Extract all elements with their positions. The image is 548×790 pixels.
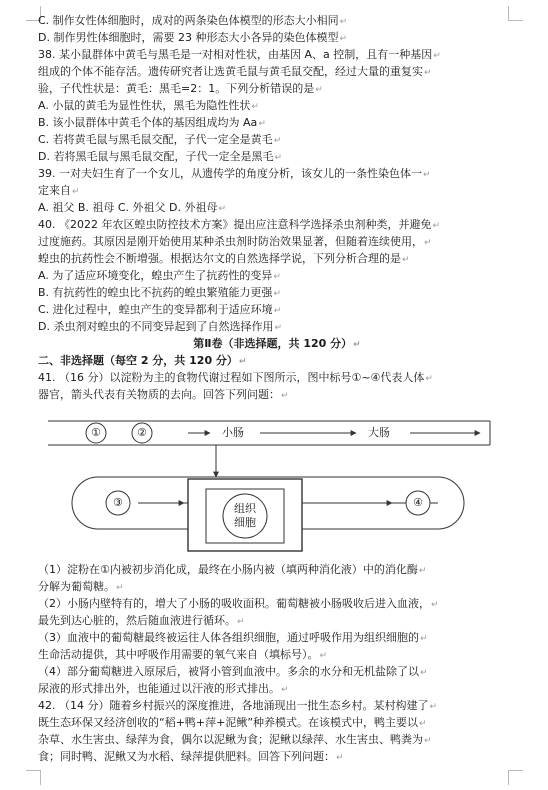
crop-mark-bottom-left	[26, 770, 41, 785]
q42-stem-text: 42. （14 分）随着乡村振兴的深度推进，各地涌现出一批生态乡村。某村构建了	[38, 699, 429, 712]
paragraph-mark: ↵	[281, 391, 289, 401]
q42-stem-line	[38, 748, 516, 765]
paragraph-mark: ↵	[273, 136, 282, 146]
q41-sub-line	[38, 578, 516, 595]
question-line	[38, 267, 516, 284]
paragraph-mark: ↵	[425, 374, 433, 384]
paragraph-mark: ↵	[420, 668, 428, 678]
question-text: 定来自	[38, 184, 71, 197]
label-circle-1: ①	[91, 426, 101, 439]
paragraph-mark: ↵	[258, 119, 266, 129]
q41-sub-text: 分解为葡萄糖。	[38, 580, 115, 593]
questions-37-40	[38, 12, 516, 335]
q41-sub-line	[38, 595, 516, 612]
paragraph-mark: ↵	[281, 685, 289, 695]
q41-stem-line	[38, 386, 516, 403]
paragraph-mark: ↵	[218, 204, 227, 214]
question-text: 蝗虫的抗药性会不断增强。根据达尔文的自然选择学说，下列分析合理的是	[38, 252, 401, 265]
question-line	[38, 318, 516, 335]
paragraph-mark: ↵	[432, 221, 441, 231]
paragraph-mark: ↵	[315, 85, 323, 95]
question-text: C. 进化过程中，蝗虫产生的变异都利于适应环境	[38, 303, 273, 316]
question-41-stem	[38, 369, 516, 403]
paragraph-mark: ↵	[420, 634, 428, 644]
q42-stem-text: 杂草、水生害虫、绿萍为食，偶尔以泥鳅为食；泥鳅以绿萍、水生害虫、鸭粪为	[38, 733, 423, 746]
section-heading: 二、非选择题（每空 2 分，共 120 分）↵	[38, 354, 247, 367]
label-circle-4: ④	[413, 496, 423, 509]
paragraph-mark: ↵	[339, 34, 347, 44]
q41-sub-line	[38, 561, 516, 578]
q41-sub-line	[38, 646, 516, 663]
q41-sub-text: （1）淀粉在①内被初步消化成，最终在小肠内被（填两种消化液）中的消化酶	[38, 563, 418, 576]
paragraph-mark: ↵	[319, 651, 328, 661]
question-line	[38, 46, 516, 63]
paragraph-mark: ↵	[273, 306, 282, 316]
question-line	[38, 284, 516, 301]
paragraph-mark: ↵	[274, 153, 283, 163]
question-text: 验，子代性状是：黄毛：黑毛=2：1。下列分析错误的是	[38, 82, 315, 95]
q41-sub-text: 生命活动提供，其中呼吸作用需要的氧气来自（填标号）。	[38, 648, 319, 661]
question-line	[38, 12, 516, 29]
question-text: A. 祖父 B. 祖母 C. 外祖父 D. 外祖母	[38, 201, 218, 214]
q41-sub-line	[38, 612, 516, 629]
paragraph-mark: ↵	[419, 719, 427, 729]
paragraph-mark: ↵	[418, 566, 427, 576]
loop-right-cap	[438, 477, 464, 529]
label-small-intestine: 小肠	[222, 426, 244, 439]
digestion-diagram-svg	[38, 407, 516, 557]
question-line	[38, 131, 516, 148]
question-text: D. 若将黑毛鼠与黑毛鼠交配，子代一定全是黑毛	[38, 150, 274, 163]
paragraph-mark: ↵	[402, 255, 410, 265]
q42-stem-line	[38, 731, 516, 748]
q42-stem-text: 食；同时鸭、泥鳅又为水稻、绿萍提供肥料。回答下列问题：	[38, 750, 335, 763]
digestion-diagram	[38, 407, 516, 557]
question-line	[38, 80, 516, 97]
question-line	[38, 199, 516, 216]
question-text: C. 制作女性体细胞时，成对的两条染色体模型的形态大小相同	[38, 14, 339, 27]
label-tissue-line1: 组织	[234, 502, 256, 515]
question-text: 38. 某小鼠群体中黄毛与黑毛是一对相对性状，由基因 A、a 控制，且有一种基因	[38, 48, 433, 61]
question-line	[38, 250, 516, 267]
label-circle-2: ②	[137, 426, 147, 439]
paragraph-mark: ↵	[273, 289, 282, 299]
question-text: A. 为了适应环境变化，蝗虫产生了抗药性的变异	[38, 269, 273, 282]
q41-sub-line	[38, 680, 516, 697]
question-42-stem	[38, 697, 516, 765]
paragraph-mark: ↵	[116, 583, 124, 593]
q41-stem-line	[38, 369, 516, 386]
q41-sub-text: （3）血液中的葡萄糖最终被运往人体各组织细胞，通过呼吸作用为组织细胞的	[38, 631, 419, 644]
document-content	[38, 12, 516, 765]
question-line	[38, 63, 516, 80]
question-text: 40. 《2022 年农区蝗虫防控技术方案》提出应注意科学选择杀虫剂种类，并避免	[38, 218, 432, 231]
q42-stem-line	[38, 697, 516, 714]
q41-stem-text: 器官，箭头代表有关物质的去向。回答下列问题：	[38, 388, 280, 401]
paragraph-mark: ↵	[251, 102, 259, 112]
q41-sub-text: 尿液的形式排出外，也能通过以汗液的形式排出。	[38, 682, 280, 695]
question-text: 组成的个体不能存活。遗传研究者让选黄毛鼠与黄毛鼠交配，经过大量的重复实	[38, 65, 423, 78]
q41-sub-line	[38, 663, 516, 680]
question-line	[38, 148, 516, 165]
question-text: 39. 一对夫妇生育了一个女儿，从遗传学的角度分析，该女儿的一条性染色体一	[38, 167, 422, 180]
question-line	[38, 114, 516, 131]
question-41-subquestions	[38, 561, 516, 697]
question-line	[38, 301, 516, 318]
q42-stem-line	[38, 714, 516, 731]
section-title: 第Ⅱ卷（非选择题，共 120 分）↵	[193, 337, 361, 350]
paragraph-mark: ↵	[274, 323, 283, 333]
label-circle-3: ③	[113, 496, 123, 509]
q41-sub-text: （2）小肠内壁特有的，增大了小肠的吸收面积。葡萄糖被小肠吸收后进入血液，	[38, 597, 430, 610]
paragraph-mark: ↵	[339, 17, 348, 27]
paragraph-mark: ↵	[424, 736, 432, 746]
crop-mark-bottom-right	[508, 770, 523, 785]
question-text: D. 制作男性体细胞时，需要 23 种形态大小各异的染色体模型	[38, 31, 339, 44]
label-tissue-line2: 细胞	[234, 516, 256, 529]
question-text: A. 小鼠的黄毛为显性性状，黑毛为隐性性状	[38, 99, 251, 112]
question-line	[38, 182, 516, 199]
paragraph-mark: ↵	[424, 68, 432, 78]
paragraph-mark: ↵	[424, 238, 432, 248]
question-line	[38, 233, 516, 250]
paragraph-mark: ↵	[431, 600, 439, 610]
paragraph-mark: ↵	[423, 170, 431, 180]
paragraph-mark: ↵	[336, 753, 344, 763]
question-text: 过度施药。其原因是刚开始使用某种杀虫剂时防治效果显著，但随着连续使用，	[38, 235, 423, 248]
paragraph-mark: ↵	[429, 702, 438, 712]
q41-sub-line	[38, 629, 516, 646]
q41-sub-text: （4）部分葡萄糖进入原尿后，被肾小管到血液中。多余的水分和无机盐除了以	[38, 665, 419, 678]
paragraph-mark: ↵	[273, 272, 281, 282]
question-text: B. 有抗药性的蝗虫比不抗药的蝗虫繁殖能力更强	[38, 286, 273, 299]
question-line	[38, 165, 516, 182]
q41-stem-text: 41. （16 分）以淀粉为主的食物代谢过程如下图所示，图中标号①~④代表人体	[38, 371, 425, 384]
question-line	[38, 216, 516, 233]
question-text: B. 该小鼠群体中黄毛个体的基因组成均为 Aa	[38, 116, 258, 129]
q42-stem-text: 既生态环保又经济创收的“稻+鸭+萍+泥鳅”种养模式。在该模式中，鸭主要以	[38, 716, 419, 729]
question-text: D. 杀虫剂对蝗虫的不同变异起到了自然选择作用	[38, 320, 274, 333]
label-large-intestine: 大肠	[368, 426, 390, 439]
question-text: C. 若将黄毛鼠与黑毛鼠交配，子代一定全是黄毛	[38, 133, 273, 146]
question-line	[38, 97, 516, 114]
paragraph-mark: ↵	[72, 187, 80, 197]
paragraph-mark: ↵	[237, 617, 245, 627]
q41-sub-text: 最先到达心脏的，然后随血液进行循环。	[38, 614, 236, 627]
loop-left-cap	[72, 477, 98, 529]
question-line	[38, 29, 516, 46]
paragraph-mark: ↵	[433, 51, 441, 61]
